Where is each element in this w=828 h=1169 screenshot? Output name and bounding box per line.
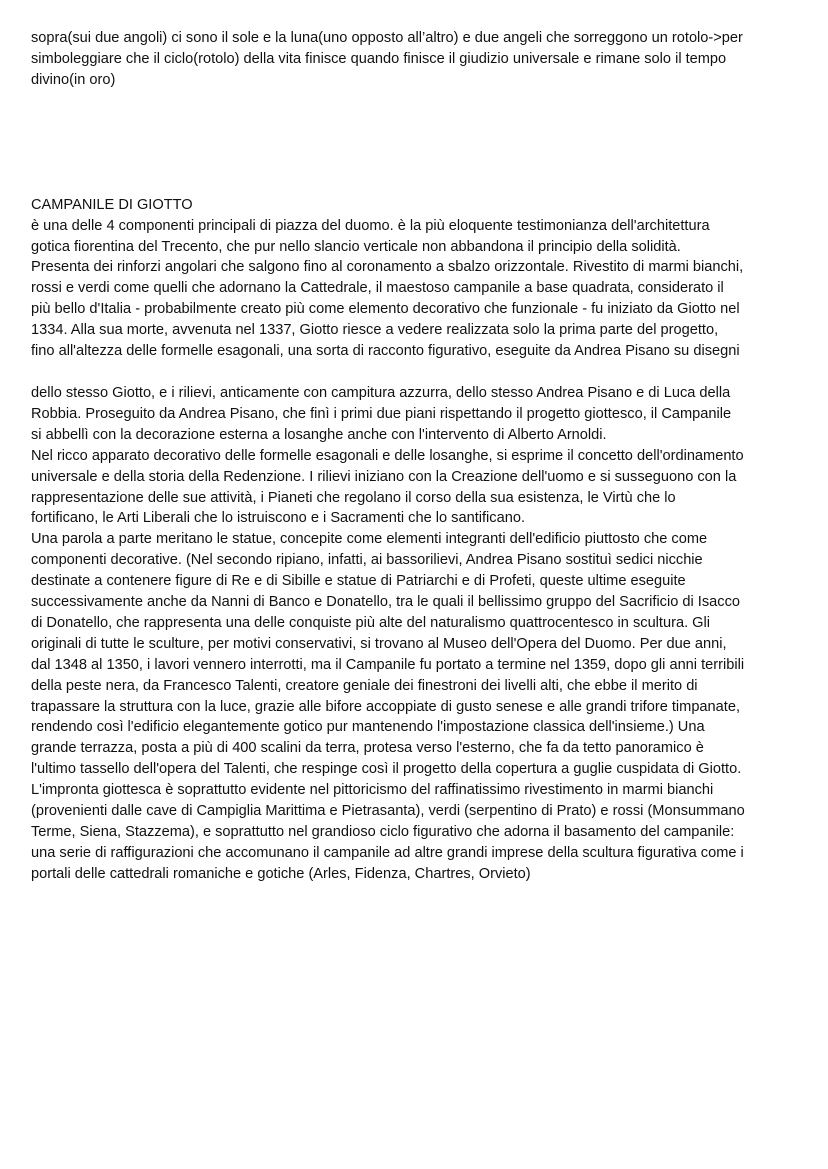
text-line: fortificano, le Arti Liberali che lo istruiscono e i Sacramenti che lo santificano. — [31, 510, 525, 527]
text-line: l'ultimo tassello dell'opera del Talenti, che respinge così il progetto della copertura a guglie cuspidata di Giotto. — [31, 761, 742, 778]
text-line: è una delle 4 componenti principali di piazza del duomo. è la più eloquente testimonianza dell'architettura — [31, 217, 710, 234]
text-line: universale e della storia della Redenzione. I rilievi iniziano con la Creazione dell'uomo e si susseguono con la — [31, 468, 737, 485]
document-page — [31, 28, 801, 885]
text-line: simboleggiare che il ciclo(rotolo) della vita finisce quando finisce il giudizio universale e rimane solo il tempo — [31, 50, 727, 67]
text-line: dello stesso Giotto, e i rilievi, anticamente con campitura azzurra, dello stesso Andrea Pisano e di Luca della — [31, 384, 731, 401]
text-line: si abbellì con la decorazione esterna a losanghe anche con l'intervento di Alberto Arnoldi. — [31, 426, 607, 443]
text-line: originali di tutte le sculture, per motivi conservativi, si trovano al Museo dell'Opera del Duomo. Per due anni, — [31, 635, 727, 652]
spacer — [31, 91, 801, 195]
text-line: gotica fiorentina del Trecento, che pur nello slancio verticale non abbandona il principio della solidità. — [31, 238, 681, 255]
text-line: dal 1348 al 1350, i lavori vennero interrotti, ma il Campanile fu portato a termine nel 1359, dopo gli anni terribili — [31, 656, 745, 673]
text-line: della peste nera, da Francesco Talenti, creatore geniale dei finestroni dei livelli alti, che ebbe il merito di — [31, 677, 698, 694]
text-line: L'impronta giottesca è soprattutto evidente nel pittoricismo del raffinatissimo rivestimento in marmi bianchi — [31, 782, 714, 799]
text-line: Terme, Siena, Stazzema), e soprattutto nel grandioso ciclo figurativo che adorna il basamento del campanile: — [31, 824, 735, 840]
text-line: 1334. Alla sua morte, avvenuta nel 1337, Giotto riesce a vedere realizzata solo la prima parte del progetto, — [31, 322, 719, 339]
text-line: trapassare la struttura con la luce, grazie alle bifore accoppiate di gusto senese e alle grandi trifore timpanate, — [31, 698, 741, 715]
section-title: CAMPANILE DI GIOTTO — [31, 196, 193, 213]
text-line: sopra(sui due angoli) ci sono il sole e la luna(uno opposto all’altro) e due angeli che sorreggono un rotolo->per — [31, 30, 743, 46]
text-line: una serie di raffigurazioni che accomunano il campanile ad altre grandi imprese della scultura figurativa come i — [31, 844, 744, 861]
intro-paragraph — [31, 28, 801, 91]
text-line: Robbia. Proseguito da Andrea Pisano, che finì i primi due piani rispettando il progetto giottesco, il Campanile — [31, 405, 732, 422]
text-line: Presenta dei rinforzi angolari che salgono fino al coronamento a sbalzo orizzontale. Rivestito di marmi bianchi, — [31, 259, 744, 276]
spacer — [31, 362, 801, 383]
text-line: Nel ricco apparato decorativo delle formelle esagonali e delle losanghe, si esprime il concetto dell'ordinamento — [31, 447, 744, 464]
text-line: componenti decorative. (Nel secondo ripiano, infatti, ai bassorilievi, Andrea Pisano sostituì sedici nicchie — [31, 552, 703, 569]
text-line: rossi e verdi come quelli che adornano la Cattedrale, il maestoso campanile a base quadrata, considerato il — [31, 280, 724, 297]
text-line: (provenienti dalle cave di Campiglia Marittima e Pietrasanta), verdi (serpentino di Prato) e rossi (Monsummano — [31, 803, 745, 820]
text-line: portali delle cattedrali romaniche e gotiche (Arles, Fidenza, Chartres, Orvieto) — [31, 865, 531, 882]
text-line: successivamente anche da Nanni di Banco e Donatello, tra le quali il bellissimo gruppo del Sacrificio di Isacco — [31, 594, 740, 611]
section-campanile — [31, 195, 801, 885]
text-line: destinate a contenere figure di Re e di Sibille e statue di Patriarchi e di Profeti, queste ultime eseguite — [31, 573, 686, 590]
text-line: Una parola a parte meritano le statue, concepite come elementi integranti dell'edificio piuttosto che come — [31, 531, 708, 548]
text-line: divino(in oro) — [31, 71, 116, 88]
text-line: più bello d'Italia - probabilmente creato più come elemento decorativo che funzionale - fu iniziato da Giotto nel — [31, 301, 740, 318]
text-line: fino all'altezza delle formelle esagonali, una sorta di racconto figurativo, eseguite da Andrea Pisano su disegni — [31, 343, 740, 360]
text-line: di Donatello, che rappresenta una delle conquiste più alte del naturalismo quattrocentesco in scultura. Gli — [31, 614, 711, 631]
text-line: rappresentazione delle sue attività, i Pianeti che regolano il corso della sua esistenza, le Virtù che lo — [31, 489, 676, 506]
text-line: grande terrazza, posta a più di 400 scalini da terra, protesa verso l'esterno, che fa da tetto panoramico è — [31, 740, 704, 757]
text-line: rendendo così l'edificio elegantemente gotico pur mantenendo l'impostazione classica dell'insieme.) Una — [31, 719, 705, 736]
